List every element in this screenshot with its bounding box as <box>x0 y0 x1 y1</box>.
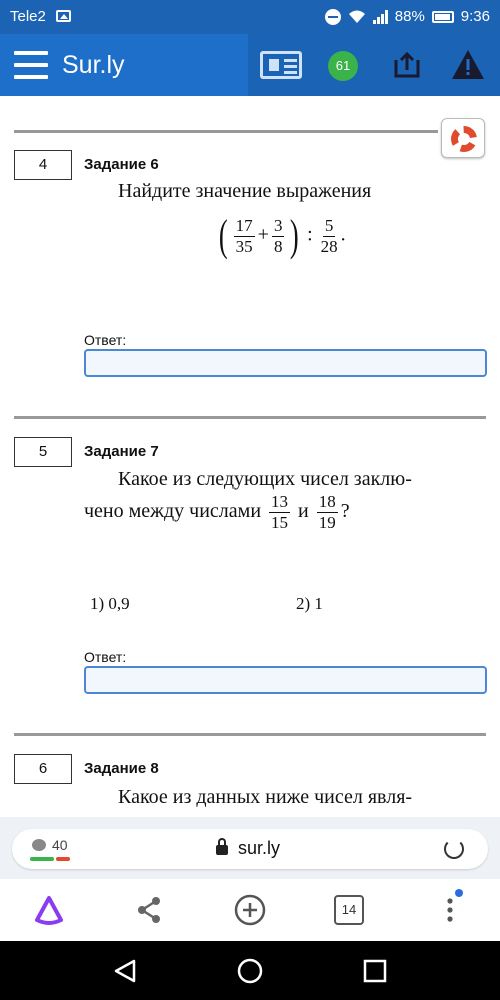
more-menu-icon[interactable] <box>434 893 468 927</box>
url-text[interactable]: sur.ly <box>238 838 281 858</box>
task-prompt: Найдите значение выражения <box>118 180 372 202</box>
image-notification-icon <box>56 10 71 22</box>
url-pill[interactable] <box>12 829 488 869</box>
battery-icon <box>432 11 454 23</box>
clock: 9:36 <box>460 8 490 25</box>
tabs-counter[interactable]: 14 <box>334 895 364 925</box>
lifebuoy-icon <box>451 126 477 152</box>
lock-icon <box>216 845 228 855</box>
brand-title[interactable]: Sur.ly <box>62 51 125 79</box>
task-title: Задание 7 <box>84 443 159 460</box>
app-bar <box>0 34 500 96</box>
answer-input[interactable] <box>84 666 487 694</box>
upload-icon[interactable] <box>392 50 422 80</box>
answer-input[interactable] <box>84 349 487 377</box>
back-icon[interactable] <box>112 959 138 983</box>
divider <box>14 733 486 736</box>
task-prompt-line1: Какое из следующих чисел заклю- <box>118 468 412 490</box>
task-title: Задание 8 <box>84 760 159 777</box>
math-expression: ( $\frac{17}{35}$ + $\frac{3}{8}$ ) : $\frac{5}{28}$ . <box>218 211 346 260</box>
system-nav-bar <box>0 941 500 1000</box>
help-button[interactable] <box>441 118 485 158</box>
page-content <box>0 96 500 817</box>
warning-icon[interactable] <box>450 48 486 82</box>
task-prompt-line2: чено между числами $\frac{13}{15}$ и $\frac{18}{19}$ ? <box>84 492 350 532</box>
answer-label: Ответ: <box>84 332 127 348</box>
do-not-disturb-icon <box>325 9 341 25</box>
share-icon[interactable] <box>132 893 166 927</box>
task-number-box[interactable]: 5 <box>14 437 72 467</box>
answer-label: Ответ: <box>84 649 127 665</box>
option-1: 1) 0,9 <box>90 594 130 613</box>
option-2: 2) 1 <box>296 594 323 613</box>
signal-icon <box>373 10 388 24</box>
rating-bar <box>30 857 70 861</box>
browser-bottom-nav <box>0 879 500 941</box>
battery-percent: 88% <box>394 8 425 25</box>
divider <box>14 130 438 133</box>
browser-url-bar <box>0 817 500 879</box>
status-bar <box>0 0 500 34</box>
carrier-name: Tele2 <box>10 8 46 25</box>
comments-count[interactable]: 40 <box>52 837 68 853</box>
task-prompt-line1: Какое из данных ниже чисел явля- <box>118 786 413 808</box>
task-title: Задание 6 <box>84 156 159 173</box>
menu-icon[interactable] <box>14 51 48 79</box>
wifi-icon <box>348 10 366 24</box>
alice-assistant-icon[interactable] <box>32 893 66 927</box>
divider <box>14 416 486 419</box>
home-icon[interactable] <box>237 958 263 984</box>
task-number-box[interactable]: 6 <box>14 754 72 784</box>
recents-icon[interactable] <box>363 959 387 983</box>
news-icon[interactable] <box>260 51 302 79</box>
reload-icon[interactable] <box>444 839 464 859</box>
notifications-badge[interactable]: 61 <box>328 51 358 81</box>
new-tab-icon[interactable] <box>233 893 267 927</box>
comments-icon[interactable] <box>32 839 46 851</box>
task-number-box[interactable]: 4 <box>14 150 72 180</box>
